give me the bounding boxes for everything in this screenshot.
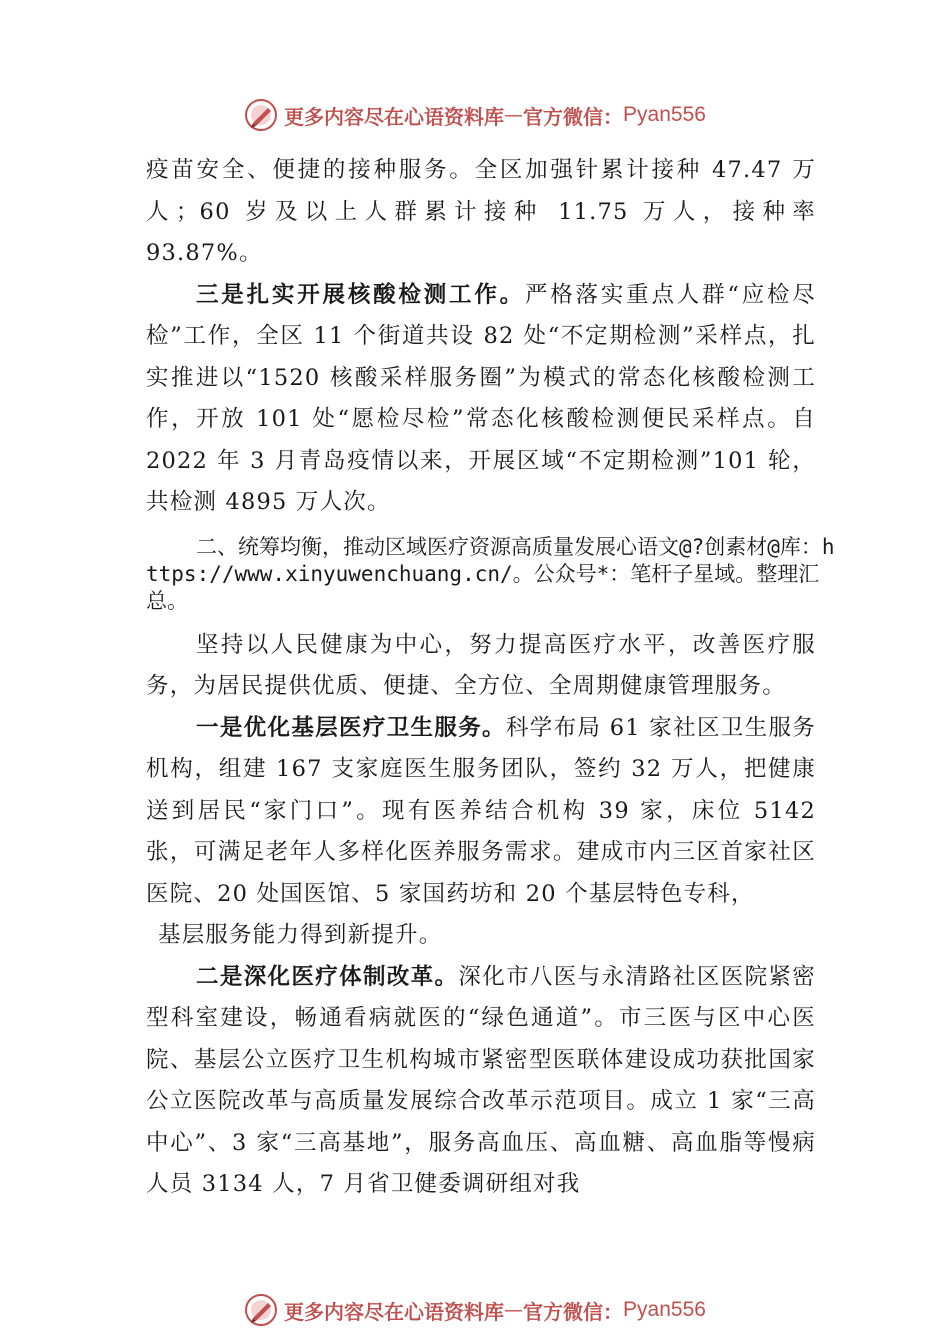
section-heading-two: 二、统筹均衡，推动区域医疗资源高质量发展心语文@?创素材@库：https://www.xinyuwenchuang.cn/。公众号*：笔杆子星域。整理汇总。	[146, 534, 835, 613]
watermark-wechat-id: Pyan556	[623, 103, 706, 126]
paragraph-reform	[146, 957, 816, 1206]
header-watermark	[0, 95, 950, 135]
paragraph-primary-care	[146, 708, 816, 916]
paragraph-text: 科学布局 61 家社区卫生服务机构，组建 167 支家庭医生服务团队，签约 32 万人，把健康送到居民“家门口”。现有医养结合机构 39 家，床位 5142 张，可满足老年人多样化医养服务需求。建成市内三区首家社区医院、20 处国医馆、5 家国药坊和 20 个基层特色专科，	[146, 714, 816, 907]
document-body	[146, 150, 835, 1206]
paragraph-text: 严格落实重点人群“应检尽检”工作，全区 11 个街道共设 82 处“不定期检测”采样点，扎实推进以“1520 核酸采样服务圈”为模式的常态化核酸检测工作，开放 101 处“愿检尽检”常态化核酸检测便民采样点。自 2022 年 3 月青岛疫情以来，开展区域“不定期检测”101 轮，共检测 4895 万人次。	[146, 281, 816, 515]
watermark-site-text: 更多内容尽在心语资料库	[284, 104, 505, 129]
watermark-wechat-label: 官方微信：	[523, 1299, 624, 1324]
watermark-dash: —	[504, 1299, 524, 1321]
paragraph-intro: 坚持以人民健康为中心，努力提高医疗水平，改善医疗服务，为居民提供优质、便捷、全方位、全周期健康管理服务。	[146, 631, 816, 699]
paragraph-primary-care-tail: 基层服务能力得到新提升。	[158, 922, 443, 948]
watermark-wechat-id: Pyan556	[623, 1298, 706, 1321]
footer-watermark	[0, 1290, 950, 1330]
paragraph-lead-bold: 二是深化医疗体制改革。	[196, 963, 459, 990]
paragraph-lead-bold: 三是扎实开展核酸检测工作。	[196, 281, 525, 308]
watermark-wechat-label: 官方微信：	[523, 104, 624, 129]
watermark-dash: —	[504, 104, 524, 126]
paragraph-text: 深化市八医与永清路社区医院紧密型科室建设，畅通看病就医的“绿色通道”。市三医与区中心医院、基层公立医疗卫生机构城市紧密型医联体建设成功获批国家公立医院改革与高质量发展综合改革示范项目。成立 1 家“三高中心”、3 家“三高基地”，服务高血压、高血糖、高血脂等慢病人员 3134 人，7 月省卫健委调研组对我	[146, 963, 816, 1197]
paragraph-nucleic-test	[146, 275, 816, 524]
paragraph-vaccine: 疫苗安全、便捷的接种服务。全区加强针累计接种 47.47 万人；60 岁及以上人群累计接种 11.75 万人，接种率 93.87%。	[146, 157, 816, 266]
watermark-site-text: 更多内容尽在心语资料库	[284, 1299, 505, 1324]
pen-logo-icon	[244, 1293, 278, 1327]
pen-logo-icon	[244, 98, 278, 132]
paragraph-lead-bold: 一是优化基层医疗卫生服务。	[196, 714, 506, 741]
